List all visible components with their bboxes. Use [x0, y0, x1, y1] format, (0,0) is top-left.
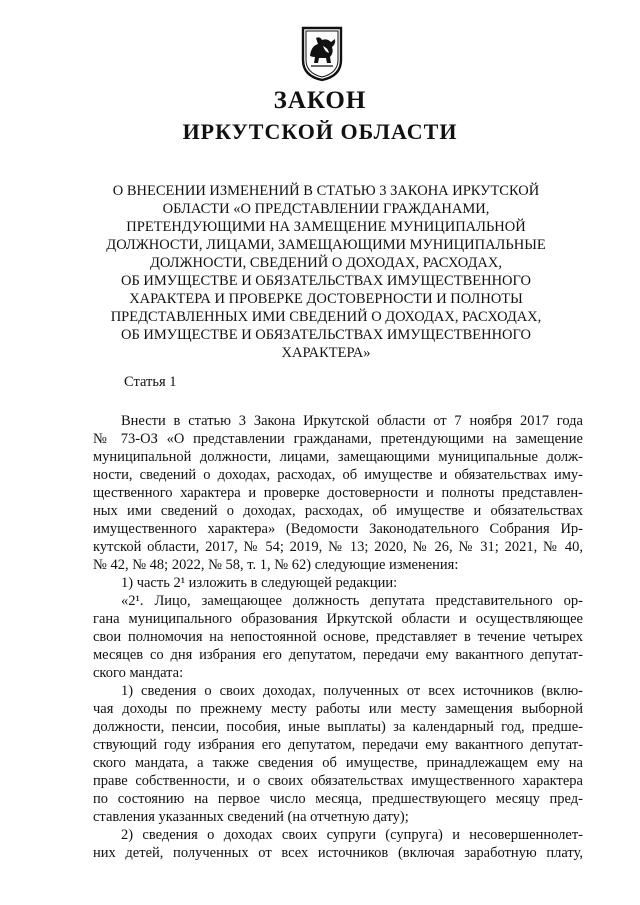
subject-line: ОБ ИМУЩЕСТВЕ И ОБЯЗАТЕЛЬСТВАХ ИМУЩЕСТВЕННОГО [120, 327, 532, 343]
article-heading: Статья 1 [124, 374, 177, 390]
body-line: месяцев со дня избрания его депутатом, передачи ему вакантного депутат- [93, 647, 583, 663]
subject-line: ХАРАКТЕРА И ПРОВЕРКЕ ДОСТОВЕРНОСТИ И ПОЛНОТЫ [129, 291, 523, 307]
body-line: свои полномочия на непостоянной основе, представляет в течение четырех [93, 629, 583, 645]
body-line: чая доходы по прежнему месту работы или месту замещения выборной [93, 701, 583, 717]
law-subject [96, 182, 556, 362]
body-line: муниципальной должности, лицами, замещающими муниципальные долж- [93, 449, 583, 465]
body-line: должности, пенсии, пособия, иные выплаты) за календарный год, предше- [93, 719, 583, 735]
subject-line: ОБЛАСТИ «О ПРЕДСТАВЛЕНИИ ГРАЖДАНАМИ, [162, 201, 490, 217]
article-body [93, 412, 583, 862]
body-line: ных ими сведений о доходах, расходах, об имуществе и обязательствах [93, 503, 583, 519]
law-region-title: ИРКУТСКОЙ ОБЛАСТИ [182, 119, 458, 144]
subject-line: О ВНЕСЕНИИ ИЗМЕНЕНИЙ В СТАТЬЮ 3 ЗАКОНА ИРКУТСКОЙ [112, 183, 540, 199]
body-line: ского мандата: [93, 665, 184, 681]
body-line: № 73-ОЗ «О представлении гражданами, претендующими на замещение [93, 431, 583, 447]
body-line: ского мандата, а также сведения об имуществе, принадлежащем ему на [93, 755, 583, 771]
law-title: ЗАКОН [273, 87, 367, 114]
body-line: 1) сведения о своих доходах, полученных от всех источников (вклю- [121, 683, 583, 699]
subject-line: ДОЛЖНОСТИ, ЛИЦАМИ, ЗАМЕЩАЮЩИМИ МУНИЦИПАЛЬНЫЕ [106, 237, 546, 253]
body-line: кутской области, 2017, № 54; 2019, № 13; 2020, № 26, № 31; 2021, № 40, [93, 539, 583, 555]
body-line: Внести в статью 3 Закона Иркутской области от 7 ноября 2017 года [121, 413, 583, 429]
body-line: праве собственности, и о своих обязательствах имущественного характера [93, 773, 583, 789]
body-line: «2¹. Лицо, замещающее должность депутата представительного ор- [121, 593, 583, 609]
subject-line: ПРЕТЕНДУЮЩИМИ НА ЗАМЕЩЕНИЕ МУНИЦИПАЛЬНОЙ [126, 219, 526, 235]
body-line: них детей, полученных от всех источников (включая заработную плату, [93, 845, 583, 861]
body-line: ности, сведений о доходах, расходах, об имуществе и обязательствах иму- [93, 467, 583, 483]
body-line: 2) сведения о доходах своих супруги (супруга) и несовершеннолет- [121, 827, 583, 843]
body-line: ставления указанных сведений (на отчетную дату); [93, 809, 409, 825]
subject-line: ОБ ИМУЩЕСТВЕ И ОБЯЗАТЕЛЬСТВАХ ИМУЩЕСТВЕННОГО [120, 273, 532, 289]
body-line: по состоянию на первое число месяца, предшествующего месяцу пред- [93, 791, 583, 807]
body-line: 1) часть 2¹ изложить в следующей редакции: [121, 575, 398, 591]
irkutsk-coat-of-arms-icon [301, 26, 343, 82]
body-line: имущественного характера» (Ведомости Законодательного Собрания Ир- [93, 521, 583, 537]
body-line: щественного характера и проверке достоверности и полноты представлен- [93, 485, 583, 501]
body-line: № 42, № 48; 2022, № 58, т. 1, № 62) следующие изменения: [93, 557, 459, 573]
subject-line: ПРЕДСТАВЛЕННЫХ ИМИ СВЕДЕНИЙ О ДОХОДАХ, РАСХОДАХ, [110, 309, 542, 325]
subject-line: ХАРАКТЕРА» [281, 345, 371, 361]
body-line: ствующий году избрания его депутатом, передачи ему вакантного депутат- [93, 737, 583, 753]
body-line: гана муниципального образования Иркутской области и осуществляющее [93, 611, 583, 627]
subject-line: ДОЛЖНОСТИ, СВЕДЕНИЙ О ДОХОДАХ, РАСХОДАХ, [150, 255, 502, 271]
